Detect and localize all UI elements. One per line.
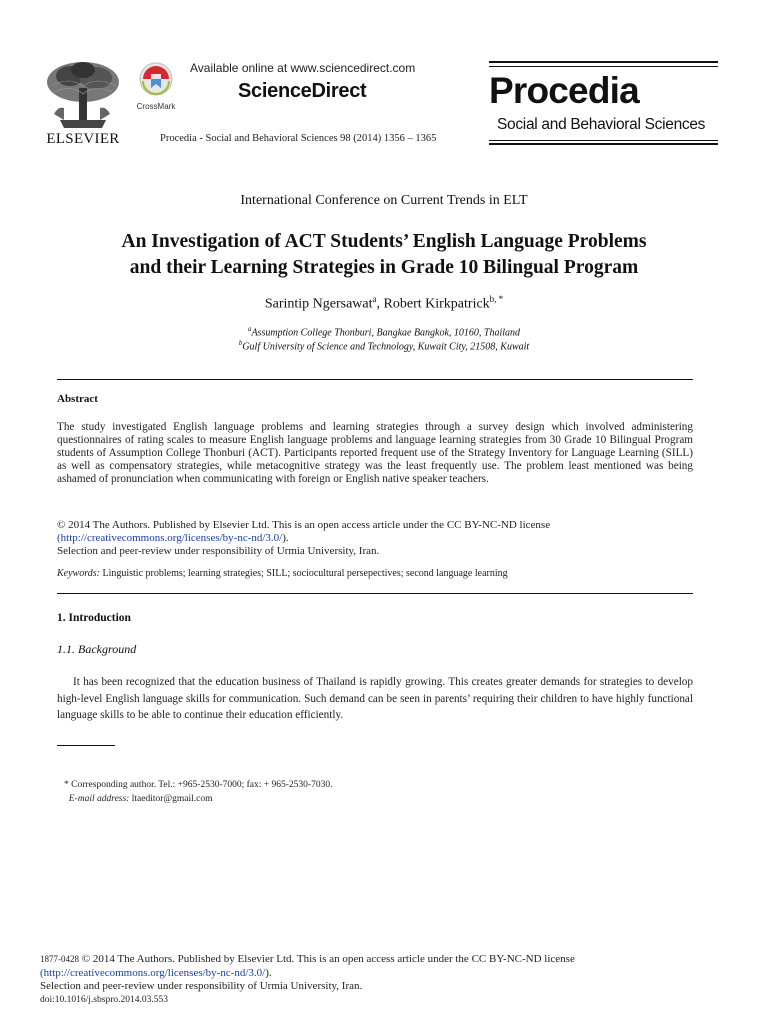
affiliation-marker: a: [247, 325, 252, 333]
affiliation-a: [0, 325, 768, 338]
paper-title-line-1: An Investigation of ACT Students’ English Language Problems: [121, 231, 647, 252]
author-list: [0, 294, 768, 313]
keywords-label: Keywords:: [57, 568, 100, 579]
procedia-journal-subtitle: Social and Behavioral Sciences: [497, 116, 706, 133]
elsevier-wordmark: ELSEVIER: [46, 131, 120, 147]
body-paragraph: It has been recognized that the education business of Thailand is rapidly growing. This creates greater demands for strategies to develop high-level English language skills for communication. Such demand can be seen in parents’ requiring their children to have highly functional language skills to be able to continue their education efficiently.: [57, 676, 693, 721]
footer-license-close: ).: [265, 966, 272, 979]
procedia-journal-title: Procedia: [489, 70, 639, 111]
corresponding-author: * Corresponding author. Tel.: +965-2530-7000; fax: + 965-2530-7030.: [64, 780, 333, 790]
author-name: Sarintip Ngersawat: [264, 296, 373, 312]
procedia-top-rule-thin: [489, 66, 718, 67]
page-footer: [40, 953, 740, 1007]
keywords-list: Linguistic problems; learning strategies; SILL; sociocultural persepectives; second language learning: [99, 568, 508, 579]
doi[interactable]: doi:10.1016/j.sbspro.2014.03.553: [40, 994, 168, 1005]
affiliation-b: [0, 339, 768, 352]
footnote: [64, 778, 332, 806]
copyright-line: © 2014 The Authors. Published by Elsevier Ltd. This is an open access article under the CC BY-NC-ND license: [57, 519, 551, 531]
sciencedirect-logo[interactable]: ScienceDirect: [238, 80, 367, 102]
footer-license-line: [40, 967, 740, 981]
footer-license-link[interactable]: (http://creativecommons.org/licenses/by-nc-nd/3.0/: [40, 966, 266, 979]
email-address[interactable]: ltaeditor@gmail.com: [129, 794, 213, 804]
license-line: [57, 532, 693, 545]
abstract-top-rule: [57, 379, 693, 380]
author-affiliation-marker: b, *: [489, 294, 504, 304]
keywords: [57, 568, 693, 579]
affiliation-text: Gulf University of Science and Technology, Kuwait City, 21508, Kuwait: [242, 341, 530, 353]
journal-citation: Procedia - Social and Behavioral Sciences 98 (2014) 1356 – 1365: [160, 133, 437, 144]
issn: 1877-0428: [40, 954, 79, 964]
license-link-close: ).: [282, 532, 289, 544]
conference-name: International Conference on Current Trends in ELT: [240, 193, 528, 208]
section-heading: 1. Introduction: [57, 612, 131, 624]
author-separator: ,: [376, 296, 384, 312]
author-name: Robert Kirkpatrick: [383, 296, 490, 312]
affiliation-marker: b: [238, 339, 243, 347]
paper-title-line-2: and their Learning Strategies in Grade 10 Bilingual Program: [129, 257, 639, 278]
abstract-bottom-rule: [57, 593, 693, 594]
crossmark-label: CrossMark: [136, 102, 176, 111]
peer-review-line: Selection and peer-review under responsibility of Urmia University, Iran.: [57, 545, 380, 557]
crossmark-icon: [139, 83, 173, 100]
procedia-top-rule: [489, 61, 718, 63]
email-label: E-mail address:: [68, 794, 130, 804]
affiliation-text: Assumption College Thonburi, Bangkae Bangkok, 10160, Thailand: [251, 327, 521, 339]
available-online-text: Available online at www.sciencedirect.com: [190, 61, 416, 75]
footer-copyright-line: [40, 953, 740, 967]
footnote-rule: [57, 745, 115, 746]
procedia-bottom-rule-thin: [489, 140, 718, 141]
abstract-heading: Abstract: [57, 393, 98, 405]
abstract-text: The study investigated English language problems and learning strategies through a survey design which involved administering questionnaires of rating scales to measure English language problems and language learning strategies from 30 Grade 10 Bilingual Program students of Assumption College Thonburi (ACT). Participants reported frequent use of the Strategy Inventory for Language Learning (SILL) as well as compensatory strategies, while metacognitive strategy was the least frequently use. The problem least mentioned was being ashamed of pronunciation when communicating with foreign or English native speaker teachers.: [57, 421, 693, 485]
email-line: [64, 792, 332, 806]
license-link[interactable]: (http://creativecommons.org/licenses/by-nc-nd/3.0/: [57, 532, 283, 544]
crossmark-badge[interactable]: [134, 62, 178, 111]
paper-title: [40, 229, 728, 281]
copyright-notice: [57, 519, 693, 558]
subsection-heading: 1.1. Background: [57, 642, 137, 656]
footer-peer-review: Selection and peer-review under responsibility of Urmia University, Iran.: [40, 980, 363, 992]
procedia-bottom-rule: [489, 143, 718, 145]
author-affiliation-marker: a: [372, 294, 377, 304]
footer-copyright: © 2014 The Authors. Published by Elsevier Ltd. This is an open access article under the CC BY-NC-ND license: [79, 953, 575, 965]
